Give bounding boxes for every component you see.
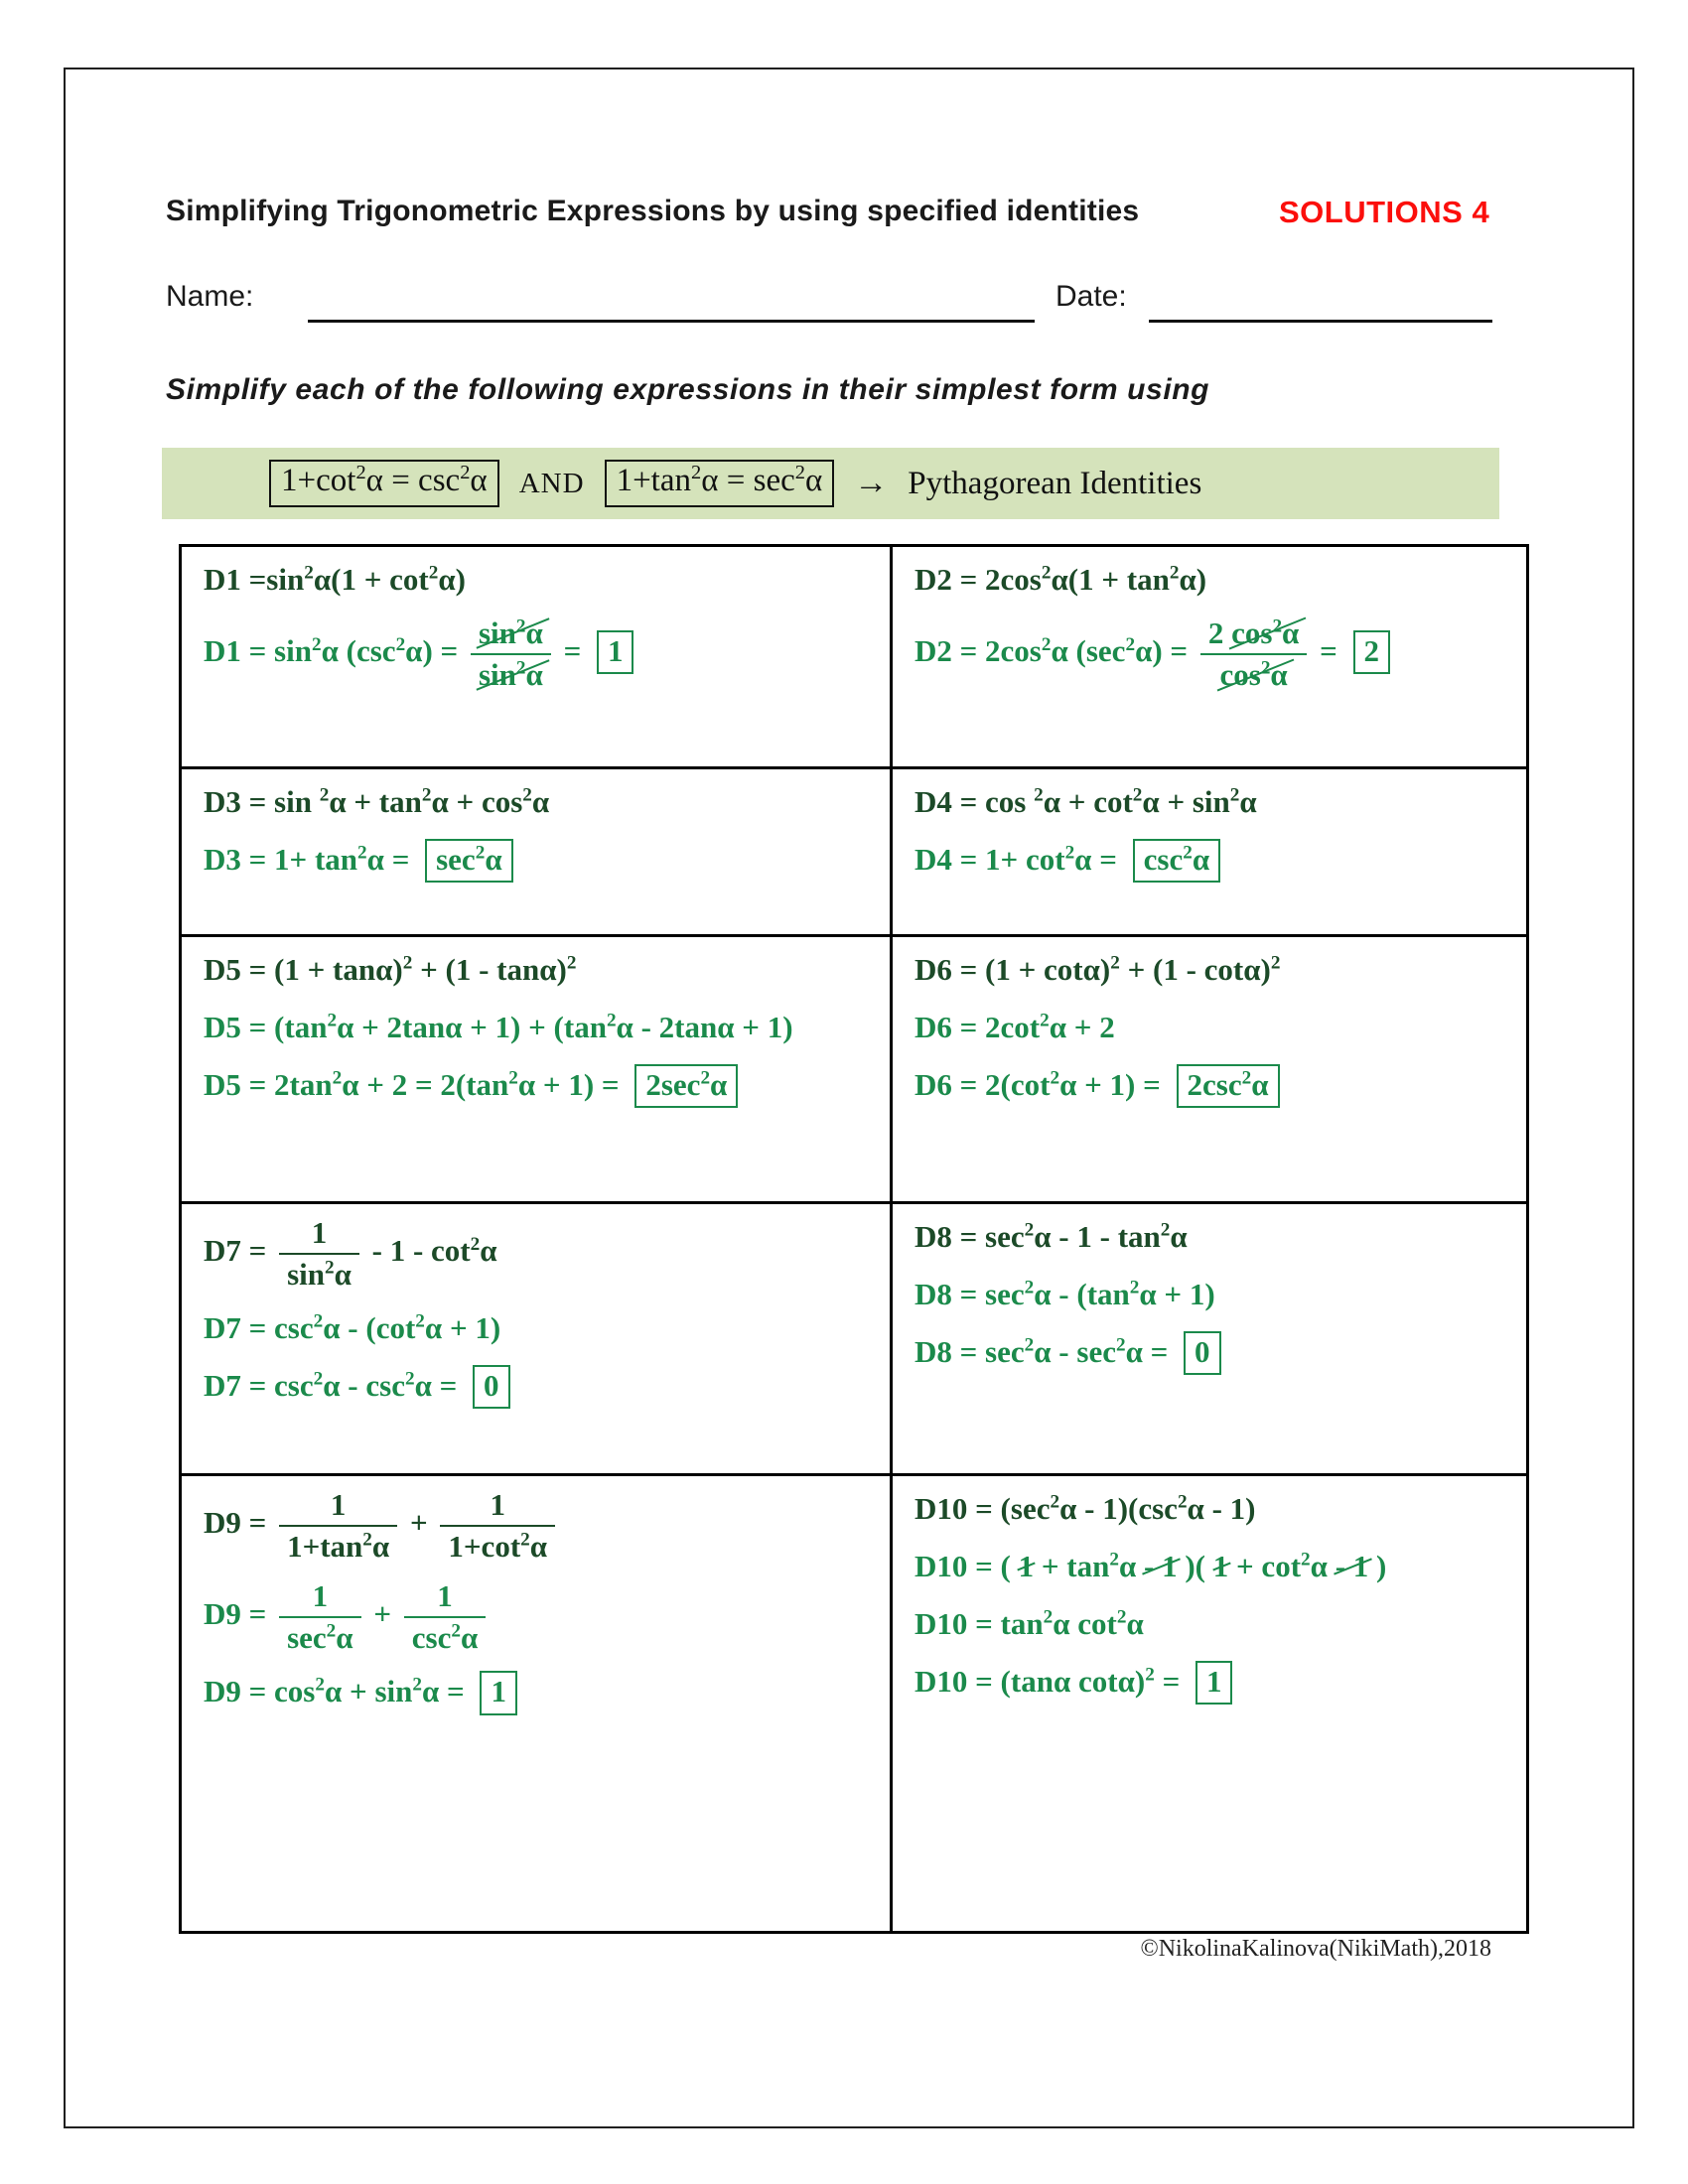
- D4-solution-line: $D4 = 1+ \cot^2\alpha = \csc^2\alpha$: [914, 839, 1520, 883]
- D5-solution-line: $D5 = (\tan^2\alpha + 2\tan\alpha + 1) + (\tan^2\alpha - 2\tan\alpha + 1)$: [204, 1009, 793, 1044]
- D3-solution-line: $D3 = 1+ \tan^2\alpha = \sec^2\alpha$: [204, 839, 884, 883]
- D4-statement-line: $D4 = \cos ^2\alpha + \cot^2\alpha + \sin^2\alpha$: [914, 784, 1257, 819]
- name-label: Name:: [166, 280, 254, 313]
- D8-solution-line: $D8 = \sec^2\alpha - \sec^2\alpha = 0$: [914, 1331, 1520, 1375]
- solutions-badge: SOLUTIONS 4: [1279, 195, 1490, 229]
- right-arrow-icon: →: [854, 465, 889, 501]
- identities-label: Pythagorean Identities: [908, 465, 1202, 501]
- D8-solution-line: $D8 = \sec^2\alpha - (\tan^2\alpha + 1)$: [914, 1276, 1215, 1311]
- problem-cell-D10: [893, 1476, 1526, 1931]
- D6-solution-line: $D6 = 2\cot^2\alpha + 2$: [914, 1009, 1115, 1044]
- D9-solution-line: $D9 = \cos^2\alpha + \sin^2\alpha = 1$: [204, 1671, 884, 1714]
- page-title: Simplifying Trigonometric Expressions by using specified identities: [166, 195, 1140, 227]
- instruction-text: Simplify each of the following expressions in their simplest form using: [166, 373, 1210, 406]
- D10-statement-line: $D10 = (\sec^2\alpha - 1)(\csc^2\alpha - 1)$: [914, 1491, 1256, 1526]
- problem-cell-D5: [182, 937, 893, 1204]
- D8-statement-line: $D8 = \sec^2\alpha - 1 - \tan^2\alpha$: [914, 1219, 1188, 1254]
- D3-statement-line: $D3 = \sin ^2\alpha + \tan^2\alpha + \cos^2\alpha$: [204, 784, 550, 819]
- D9-statement-line: D9 = $\frac{1}{1+\tan^2\alpha}$ + $\frac{1}{1+\cot^2\alpha}$: [204, 1488, 884, 1564]
- D7-solution-line: $D7 = \csc^2\alpha - (\cot^2\alpha + 1)$: [204, 1310, 501, 1346]
- D10-solution-line: $D10 = \tan^2\alpha$ $\cot^2\alpha$: [914, 1605, 1144, 1641]
- date-blank-line: [1149, 282, 1492, 323]
- problem-cell-D7: [182, 1204, 893, 1476]
- D5-statement-line: $D5 = (1 + \tan\alpha)^2 + (1 - \tan\alpha)^2$: [204, 952, 577, 987]
- D2-statement-line: $D2 = 2\cos^2\alpha(1 + \tan^2\alpha)$: [914, 562, 1207, 597]
- D5-solution-line: $D5 = 2\tan^2\alpha + 2 = 2(\tan^2\alpha + 1) = 2\sec^2\alpha$: [204, 1064, 884, 1108]
- identity-box-1: $1+\cot^2\alpha = \csc^2\alpha$: [269, 460, 499, 507]
- D9-solution-line: D9 = $\frac{1}{\sec^2\alpha}$ + $\frac{1}{\csc^2\alpha}$: [204, 1579, 884, 1655]
- problem-cell-D2: [893, 547, 1526, 769]
- footer-copyright: ©NikolinaKalinova(NikiMath),2018: [1140, 1936, 1491, 1962]
- D7-solution-line: $D7 = \csc^2\alpha - \csc^2\alpha = 0$: [204, 1365, 884, 1409]
- problem-cell-D6: [893, 937, 1526, 1204]
- D6-statement-line: $D6 = (1 + \cot\alpha)^2 + (1 - \cot\alpha)^2$: [914, 952, 1281, 987]
- D10-solution-line: D10 = (tanα cotα)$^2$ = 1: [914, 1661, 1520, 1705]
- D10-solution-line: D10 = ( $1 + \tan^2\alpha - 1$ )( $1 + \cot^2\alpha - 1$ ): [914, 1546, 1520, 1587]
- problem-cell-D3: [182, 769, 893, 937]
- name-blank-line: [308, 282, 1035, 323]
- D1-statement-line: $D1 =\sin^2\alpha(1 + \cot^2\alpha)$: [204, 562, 466, 597]
- identity-banner: [162, 448, 1499, 519]
- and-label: AND: [518, 467, 585, 499]
- D7-statement-line: D7 = $\frac{1}{\sin^2\alpha}$ - $1 - \cot^2\alpha$: [204, 1215, 497, 1293]
- D6-solution-line: $D6 = 2(\cot^2\alpha + 1) = 2\csc^2\alpha$: [914, 1064, 1520, 1108]
- problem-cell-D1: [182, 547, 893, 769]
- problem-cell-D4: [893, 769, 1526, 937]
- problems-table: [179, 544, 1529, 1934]
- D2-solution-line: $D2 = 2\cos^2\alpha$ $(\sec^2\alpha)$ = $\frac{2 \cos^2\alpha}{\cos^2\alpha}$ = 2: [914, 616, 1520, 692]
- problem-cell-D8: [893, 1204, 1526, 1476]
- date-label: Date:: [1055, 280, 1127, 313]
- D1-solution-line: $D1 = \sin^2\alpha$ $(\csc^2\alpha)$ = $\frac{\sin^2\alpha}{\sin^2\alpha}$ = 1: [204, 616, 884, 692]
- identity-box-2: $1+\tan^2\alpha = \sec^2\alpha$: [605, 460, 835, 507]
- problem-cell-D9: [182, 1476, 893, 1931]
